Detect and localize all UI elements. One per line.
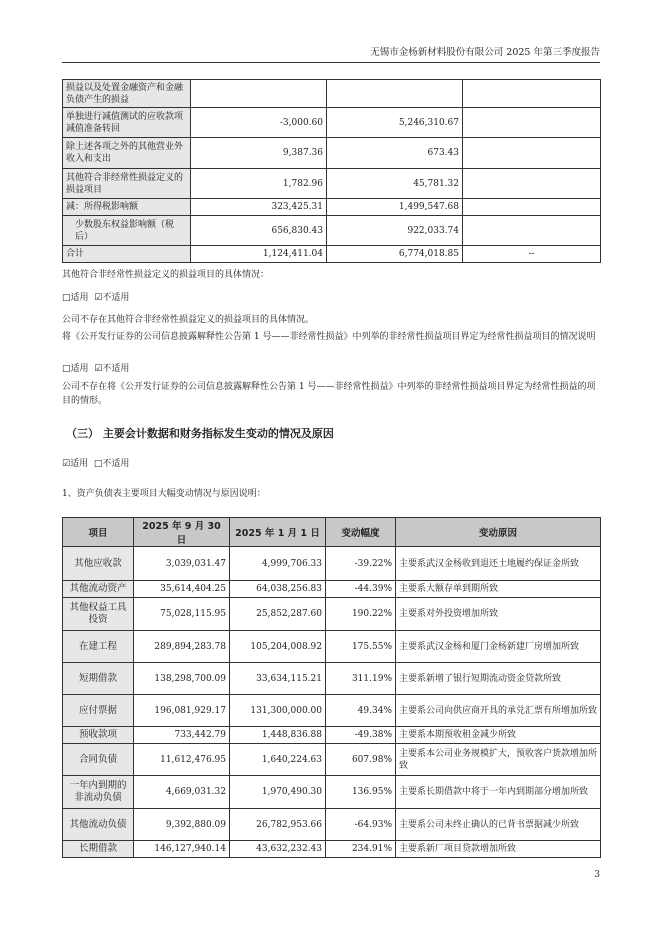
item-name: 合同负债	[63, 744, 134, 776]
cell-note: --	[463, 246, 601, 263]
cell-note	[463, 138, 601, 169]
table-row	[63, 169, 601, 199]
not-applicable-unchecked: □不适用	[93, 459, 130, 469]
table-header-row	[63, 518, 601, 547]
value-sep30: 75,028,115.95	[134, 598, 230, 631]
change-pct: -39.22%	[326, 547, 396, 581]
cell-current: 1,124,411.04	[191, 246, 327, 263]
item-name: 其他流动资产	[63, 581, 134, 598]
applicability-checkboxes-1	[62, 291, 602, 305]
not-applicable-checked: ☑不适用	[94, 293, 130, 303]
table-row	[63, 246, 601, 263]
value-sep30: 146,127,940.14	[134, 841, 230, 858]
table-row	[63, 199, 601, 216]
item-name: 预收款项	[63, 727, 134, 744]
table-row	[63, 108, 601, 138]
change-reason: 主要系大额存单到期所致	[396, 581, 601, 598]
page-number: 3	[594, 870, 600, 880]
change-pct: 311.19%	[326, 663, 396, 695]
cell-note	[463, 169, 601, 199]
cell-ytd: 673.43	[327, 138, 463, 169]
value-jan1: 4,999,706.33	[230, 547, 326, 581]
value-jan1: 131,300,000.00	[230, 695, 326, 727]
header-jan1: 2025 年 1 月 1 日	[230, 518, 326, 547]
paragraph-no-other-items: 公司不存在其他符合非经常性损益定义的损益项目的具体情况。	[62, 315, 315, 325]
item-name: 其他应收款	[63, 547, 134, 581]
cell-note	[463, 216, 601, 246]
change-reason: 主要系武汉金杨收到退还土地履约保证金所致	[396, 547, 601, 581]
change-pct: 136.95%	[326, 776, 396, 809]
applicable-unchecked: □适用	[62, 364, 89, 374]
table-row	[63, 776, 601, 809]
value-sep30: 196,081,929.17	[134, 695, 230, 727]
value-sep30: 289,894,283.78	[134, 631, 230, 663]
table-row	[63, 727, 601, 744]
paragraph-no-reclassification: 公司不存在将《公开发行证券的公司信息披露解释性公告第 1 号——非经常性损益》中列举的非经常性损益项目界定为经常性损益的项目的情形。	[62, 382, 596, 406]
item-name: 长期借款	[63, 841, 134, 858]
table-row	[63, 216, 601, 246]
value-jan1: 43,632,232.43	[230, 841, 326, 858]
change-reason: 主要系新厂项目贷款增加所致	[396, 841, 601, 858]
cell-note	[463, 199, 601, 216]
cell-current: 9,387.36	[191, 138, 327, 169]
table-row	[63, 695, 601, 727]
cell-current: 323,425.31	[191, 199, 327, 216]
header-change: 变动幅度	[326, 518, 396, 547]
value-sep30: 138,298,700.09	[134, 663, 230, 695]
cell-ytd: 5,246,310.67	[327, 108, 463, 138]
value-jan1: 105,204,008.92	[230, 631, 326, 663]
change-pct: -49.38%	[326, 727, 396, 744]
value-sep30: 3,039,031.47	[134, 547, 230, 581]
change-pct: 234.91%	[326, 841, 396, 858]
change-reason: 主要系武汉金杨和厦门金杨新建厂房增加所致	[396, 631, 601, 663]
applicability-checkboxes-3	[62, 457, 602, 471]
change-pct: -44.39%	[326, 581, 396, 598]
item-name: 其他流动负债	[63, 809, 134, 841]
table-row	[63, 581, 601, 598]
value-jan1: 64,038,256.83	[230, 581, 326, 598]
cell-ytd	[327, 80, 463, 108]
value-jan1: 26,782,953.66	[230, 809, 326, 841]
paragraph-other-items: 其他符合非经常性损益定义的损益项目的具体情况：	[62, 270, 270, 280]
value-sep30: 9,392,880.09	[134, 809, 230, 841]
value-sep30: 11,612,476.95	[134, 744, 230, 776]
applicable-unchecked: □适用	[62, 293, 89, 303]
cell-note	[463, 80, 601, 108]
change-pct: 49.34%	[326, 695, 396, 727]
item-name: 短期借款	[63, 663, 134, 695]
table-row	[63, 547, 601, 581]
applicability-checkboxes-2	[62, 362, 602, 376]
cell-current: 1,782.96	[191, 169, 327, 199]
item-name: 一年内到期的非流动负债	[63, 776, 134, 809]
row-label: 除上述各项之外的其他营业外收入和支出	[63, 138, 191, 169]
change-reason: 主要系本期预收租金减少所致	[396, 727, 601, 744]
cell-current: -3,000.60	[191, 108, 327, 138]
change-pct: 190.22%	[326, 598, 396, 631]
change-reason: 主要系长期借款中将于一年内到期部分增加所致	[396, 776, 601, 809]
value-jan1: 25,852,287.60	[230, 598, 326, 631]
non-recurring-gains-table	[62, 79, 601, 263]
cell-ytd: 45,781.32	[327, 169, 463, 199]
table-row	[63, 841, 601, 858]
report-header: 无锡市金杨新材料股份有限公司 2025 年第三季度报告	[62, 44, 600, 63]
header-sep30: 2025 年 9 月 30 日	[134, 518, 230, 547]
change-reason: 主要系新增了银行短期流动资金贷款所致	[396, 663, 601, 695]
paragraph-reclassification: 将《公开发行证券的公司信息披露解释性公告第 1 号——非经常性损益》中列举的非经常性损益项目界定为经常性损益项目的情况说明	[62, 332, 596, 342]
header-reason: 变动原因	[396, 518, 601, 547]
cell-ytd: 6,774,018.85	[327, 246, 463, 263]
change-pct: 607.98%	[326, 744, 396, 776]
cell-note	[463, 108, 601, 138]
value-jan1: 1,640,224.63	[230, 744, 326, 776]
table-row	[63, 598, 601, 631]
table-row	[63, 809, 601, 841]
paragraph-balance-sheet-intro: 1、资产负债表主要项目大幅变动情况与原因说明：	[62, 489, 266, 499]
row-label: 损益以及处置金融资产和金融负债产生的损益	[63, 80, 191, 108]
item-name: 应付票据	[63, 695, 134, 727]
cell-current: 656,830.43	[191, 216, 327, 246]
cell-ytd: 922,033.74	[327, 216, 463, 246]
cell-ytd: 1,499,547.68	[327, 199, 463, 216]
change-pct: 175.55%	[326, 631, 396, 663]
section-heading: （三） 主要会计数据和财务指标发生变动的情况及原因	[66, 427, 334, 440]
change-reason: 主要系对外投资增加所致	[396, 598, 601, 631]
value-jan1: 33,634,115.21	[230, 663, 326, 695]
table-row	[63, 80, 601, 108]
item-name: 在建工程	[63, 631, 134, 663]
not-applicable-checked: ☑不适用	[94, 364, 130, 374]
value-jan1: 1,448,836.88	[230, 727, 326, 744]
change-pct: -64.93%	[326, 809, 396, 841]
change-reason: 主要系公司未终止确认的已背书票据减少所致	[396, 809, 601, 841]
table-row	[63, 138, 601, 169]
applicable-checked: ☑适用	[62, 459, 89, 469]
value-sep30: 733,442.79	[134, 727, 230, 744]
row-label: 其他符合非经常性损益定义的损益项目	[63, 169, 191, 199]
row-label: 合计	[63, 246, 191, 263]
table-row	[63, 663, 601, 695]
change-reason: 主要系公司向供应商开具的承兑汇票有所增加所致	[396, 695, 601, 727]
row-label: 减：所得税影响额	[63, 199, 191, 216]
value-jan1: 1,970,490.30	[230, 776, 326, 809]
item-name: 其他权益工具投资	[63, 598, 134, 631]
change-reason: 主要系本公司业务规模扩大，预收客户货款增加所致	[396, 744, 601, 776]
table-row	[63, 631, 601, 663]
header-item: 项目	[63, 518, 134, 547]
row-label: 少数股东权益影响额（税后）	[63, 216, 191, 246]
row-label: 单独进行减值测试的应收款项减值准备转回	[63, 108, 191, 138]
table-row	[63, 744, 601, 776]
value-sep30: 35,614,404.25	[134, 581, 230, 598]
cell-current	[191, 80, 327, 108]
value-sep30: 4,669,031.32	[134, 776, 230, 809]
balance-sheet-changes-table	[62, 517, 601, 858]
